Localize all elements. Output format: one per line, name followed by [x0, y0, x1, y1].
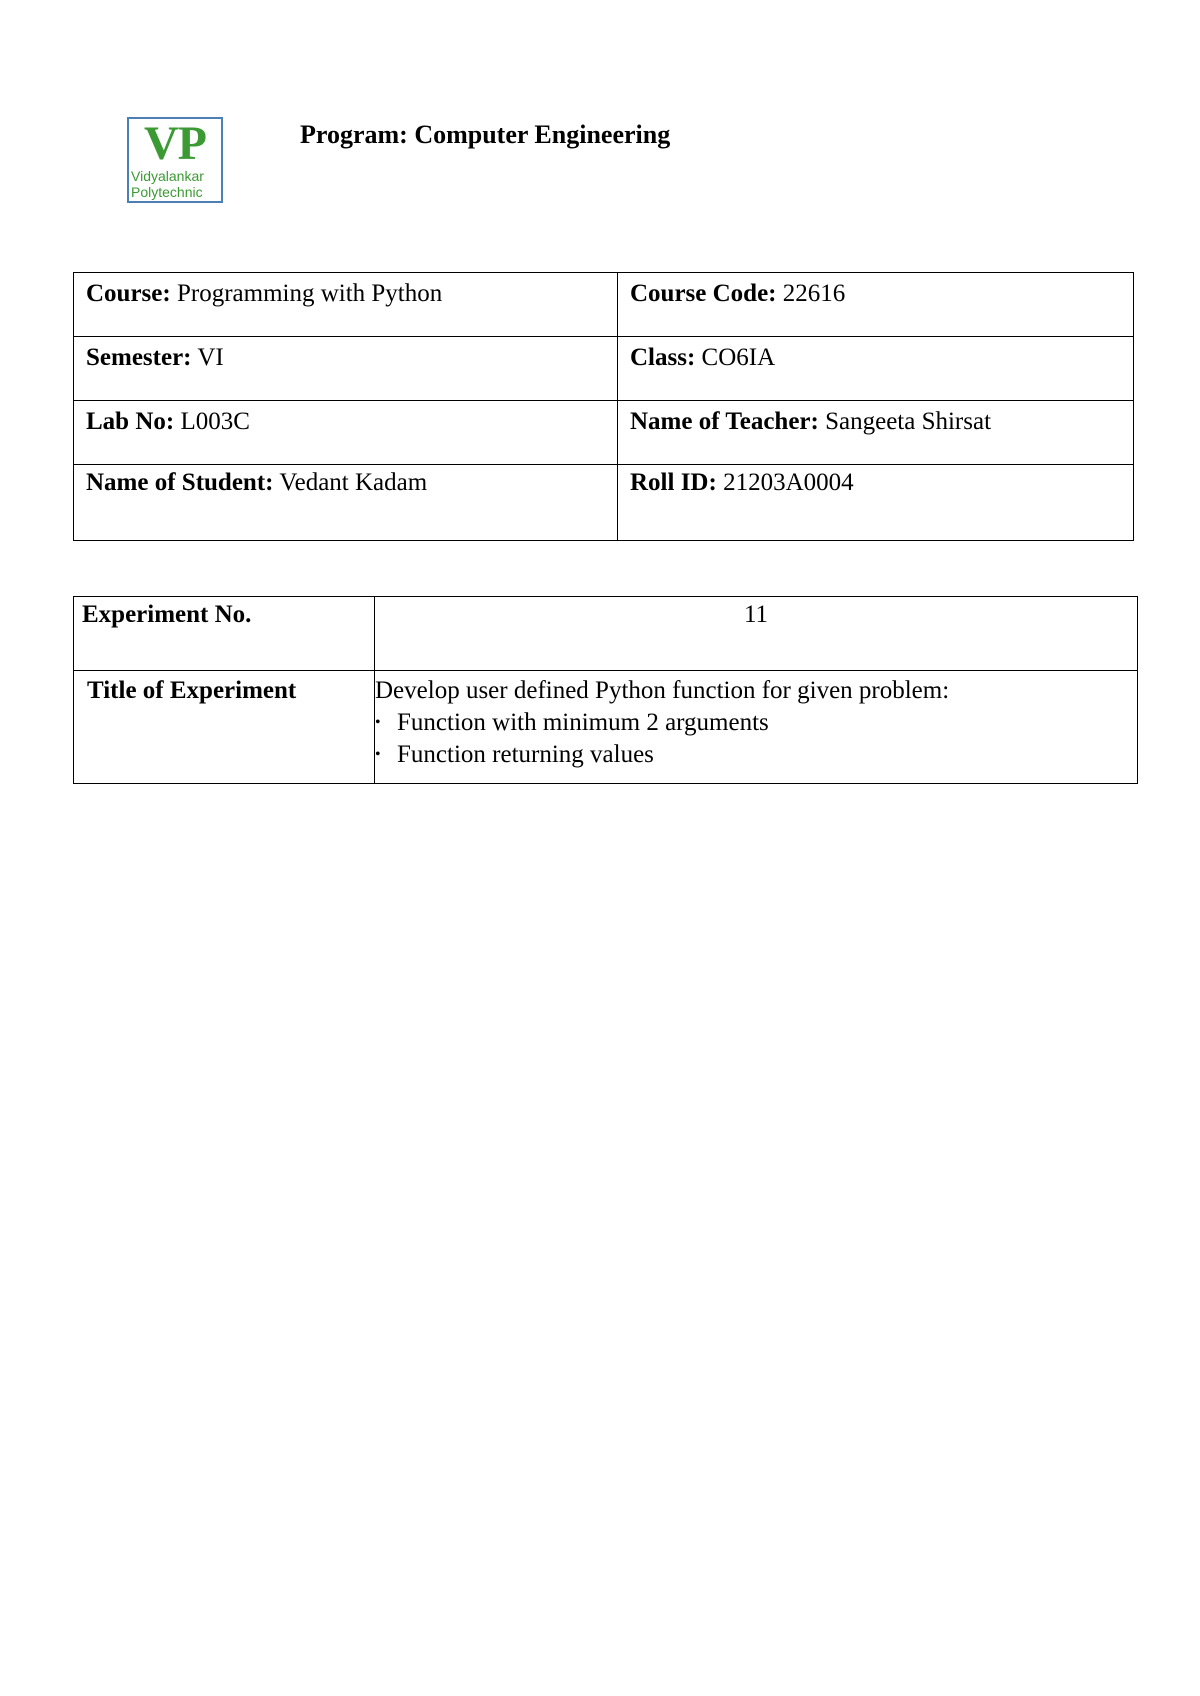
- semester-cell: [74, 337, 618, 401]
- bullet-icon: •: [375, 714, 381, 731]
- experiment-number-value: 11: [375, 597, 1138, 671]
- class-cell: [618, 337, 1134, 401]
- roll-cell: [618, 465, 1134, 541]
- bullet-text: Function returning values: [397, 741, 654, 768]
- course-code-label: Course Code:: [630, 280, 777, 307]
- class-value: CO6IA: [701, 344, 776, 371]
- program-label: Program:: [300, 120, 408, 149]
- teacher-value: Sangeeta Shirsat: [825, 408, 992, 435]
- teacher-label: Name of Teacher:: [630, 408, 819, 435]
- course-value: Programming with Python: [176, 280, 443, 307]
- class-label: Class:: [630, 344, 696, 371]
- roll-value: 21203A0004: [723, 469, 854, 496]
- table-row: [74, 597, 1138, 671]
- institution-logo: [127, 117, 223, 203]
- bullet-icon: •: [375, 746, 381, 763]
- program-value: Computer Engineering: [414, 120, 671, 149]
- lab-value: L003C: [180, 408, 250, 435]
- student-label: Name of Student:: [86, 469, 274, 496]
- logo-mark: VP: [144, 117, 206, 170]
- course-code-cell: [618, 273, 1134, 337]
- lab-label: Lab No:: [86, 408, 175, 435]
- roll-label: Roll ID:: [630, 469, 717, 496]
- logo-text-line-2: Polytechnic: [131, 184, 203, 200]
- table-row: [74, 401, 1134, 465]
- table-row: [74, 273, 1134, 337]
- experiment-title-cell: [375, 671, 1138, 784]
- experiment-title-label: Title of Experiment: [74, 671, 375, 784]
- student-cell: [74, 465, 618, 541]
- lab-cell: [74, 401, 618, 465]
- table-row: [74, 671, 1138, 784]
- table-row: [74, 465, 1134, 541]
- bullet-text: Function with minimum 2 arguments: [397, 709, 769, 736]
- program-heading: [300, 118, 670, 152]
- logo-text-line-1: Vidyalankar: [131, 168, 204, 184]
- teacher-cell: [618, 401, 1134, 465]
- experiment-title-intro: Develop user defined Python function for given problem:: [375, 677, 950, 704]
- student-value: Vedant Kadam: [279, 469, 428, 496]
- course-label: Course:: [86, 280, 171, 307]
- course-cell: [74, 273, 618, 337]
- experiment-table: [73, 596, 1138, 784]
- course-code-value: 22616: [782, 280, 846, 307]
- table-row: [74, 337, 1134, 401]
- list-item: [375, 739, 1137, 771]
- semester-label: Semester:: [86, 344, 192, 371]
- course-info-table: [73, 272, 1134, 541]
- semester-value: VI: [197, 344, 224, 371]
- experiment-number-label: Experiment No.: [74, 597, 375, 671]
- list-item: [375, 707, 1137, 739]
